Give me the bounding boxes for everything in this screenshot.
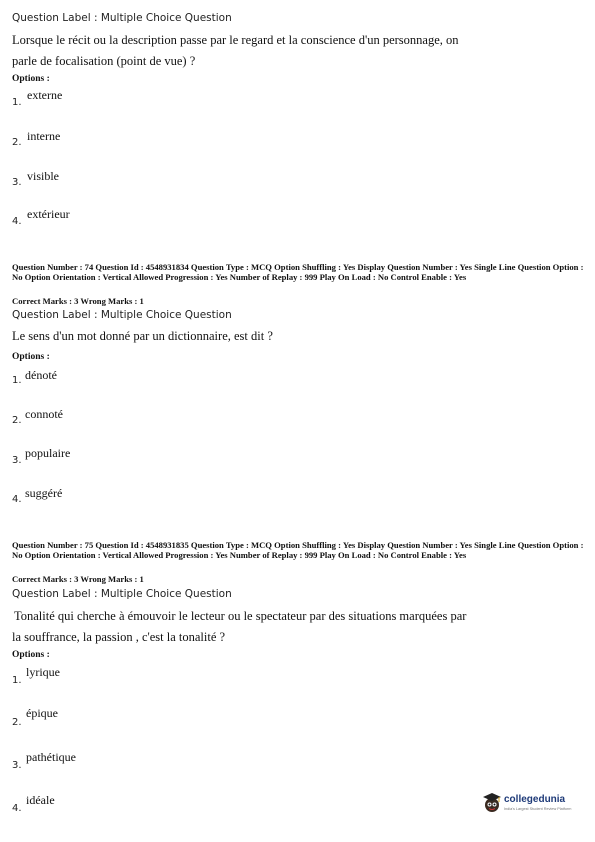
question-metadata: Question Number : 75 Question Id : 4548931835 Question Type : MCQ Option Shuffling : Yes Display Question Number : Yes Single Line Question Option : No Option Orientation : Vertical Allowed Progression : Yes Number of Replay : 999 Play On Load : No Control Enable : Yes <box>12 540 584 560</box>
graduate-cap-mascot-icon <box>482 792 502 814</box>
question-label: Question Label : Multiple Choice Question <box>12 12 232 24</box>
option-number: 1. <box>12 675 22 686</box>
option-number: 3. <box>12 760 22 771</box>
question-label: Question Label : Multiple Choice Question <box>12 588 232 600</box>
option-number: 1. <box>12 375 22 386</box>
option-number: 2. <box>12 415 22 426</box>
option-text[interactable]: dénoté <box>25 368 57 382</box>
option-number: 2. <box>12 717 22 728</box>
option-number: 4. <box>12 494 22 505</box>
option-number: 3. <box>12 455 22 466</box>
marks-info: Correct Marks : 3 Wrong Marks : 1 <box>12 574 144 584</box>
option-text[interactable]: extérieur <box>27 207 70 221</box>
option-number: 3. <box>12 177 22 188</box>
option-number: 4. <box>12 216 22 227</box>
option-text[interactable]: populaire <box>25 446 71 460</box>
question-text-line: Lorsque le récit ou la description passe par le regard et la conscience d'un personnage, on <box>12 33 459 47</box>
option-text[interactable]: interne <box>27 129 61 143</box>
marks-info: Correct Marks : 3 Wrong Marks : 1 <box>12 296 144 306</box>
option-number: 2. <box>12 137 22 148</box>
collegedunia-logo <box>482 790 572 816</box>
logo-brand-text: collegedunia <box>504 794 566 805</box>
option-text[interactable]: pathétique <box>26 750 76 764</box>
option-text[interactable]: épique <box>26 706 58 720</box>
question-metadata: Question Number : 74 Question Id : 4548931834 Question Type : MCQ Option Shuffling : Yes Display Question Number : Yes Single Line Question Option : No Option Orientation : Vertical Allowed Progression : Yes Number of Replay : 999 Play On Load : No Control Enable : Yes <box>12 262 584 282</box>
option-text[interactable]: lyrique <box>26 665 60 679</box>
question-label: Question Label : Multiple Choice Question <box>12 309 232 321</box>
question-text-line: la souffrance, la passion , c'est la tonalité ? <box>12 630 226 644</box>
option-text[interactable]: suggéré <box>25 486 63 500</box>
option-text[interactable]: externe <box>27 88 63 102</box>
option-text[interactable]: visible <box>27 169 59 183</box>
option-text[interactable]: connoté <box>25 407 63 421</box>
question-text-line: parle de focalisation (point de vue) ? <box>12 54 196 68</box>
logo-tagline: India's Largest Student Review Platform <box>504 807 572 811</box>
options-heading: Options : <box>12 650 50 660</box>
option-text[interactable]: idéale <box>26 793 55 807</box>
options-heading: Options : <box>12 74 50 84</box>
option-number: 4. <box>12 803 22 814</box>
question-text-line: Le sens d'un mot donné par un dictionnaire, est dit ? <box>12 329 273 343</box>
options-heading: Options : <box>12 352 50 362</box>
question-text-line: Tonalité qui cherche à émouvoir le lecteur ou le spectateur par des situations marquées par <box>14 609 467 623</box>
option-number: 1. <box>12 97 22 108</box>
